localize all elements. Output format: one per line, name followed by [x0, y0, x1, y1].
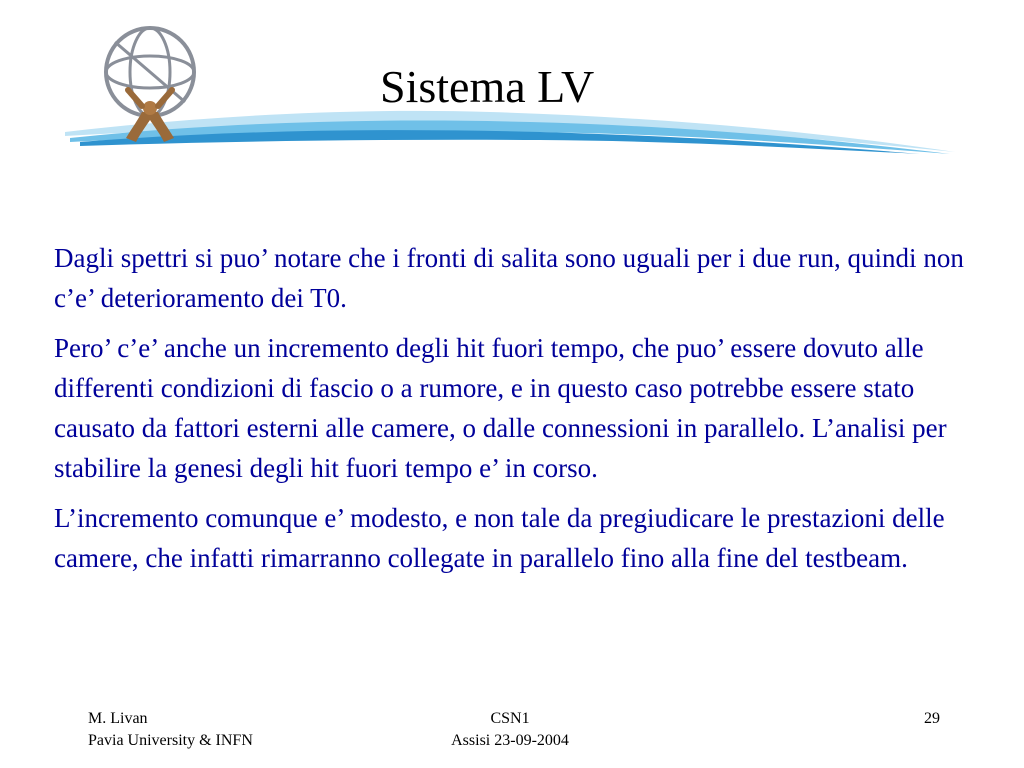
footer-page-block — [900, 708, 940, 730]
slide-body — [54, 238, 964, 588]
footer-event-block — [400, 708, 620, 752]
footer-author: M. Livan — [88, 710, 148, 727]
footer-place-date: Assisi 23-09-2004 — [451, 732, 569, 749]
body-paragraph-2: Pero’ c’e’ anche un incremento degli hit fuori tempo, che puo’ essere dovuto alle differenti condizioni di fascio o a rumore, e in questo caso potrebbe essere stato causato da fattori esterni alle camere, o dalle connessioni in parallelo. L’analisi per stabilire la genesi degli hit fuori tempo e’ in corso. — [54, 333, 947, 483]
footer-page-number: 29 — [924, 710, 940, 727]
body-paragraph-3: L’incremento comunque e’ modesto, e non tale da pregiudicare le prestazioni delle camere, che infatti rimarranno collegate in parallelo fino alla fine del testbeam. — [54, 503, 945, 573]
slide-title: Sistema LV — [380, 61, 595, 112]
footer-event: CSN1 — [490, 710, 530, 727]
body-paragraph-1: Dagli spettri si puo’ notare che i fronti di salita sono uguali per i due run, quindi non c’e’ deterioramento dei T0. — [54, 243, 964, 313]
footer-affiliation: Pavia University & INFN — [88, 732, 253, 749]
footer-author-block — [88, 708, 253, 752]
